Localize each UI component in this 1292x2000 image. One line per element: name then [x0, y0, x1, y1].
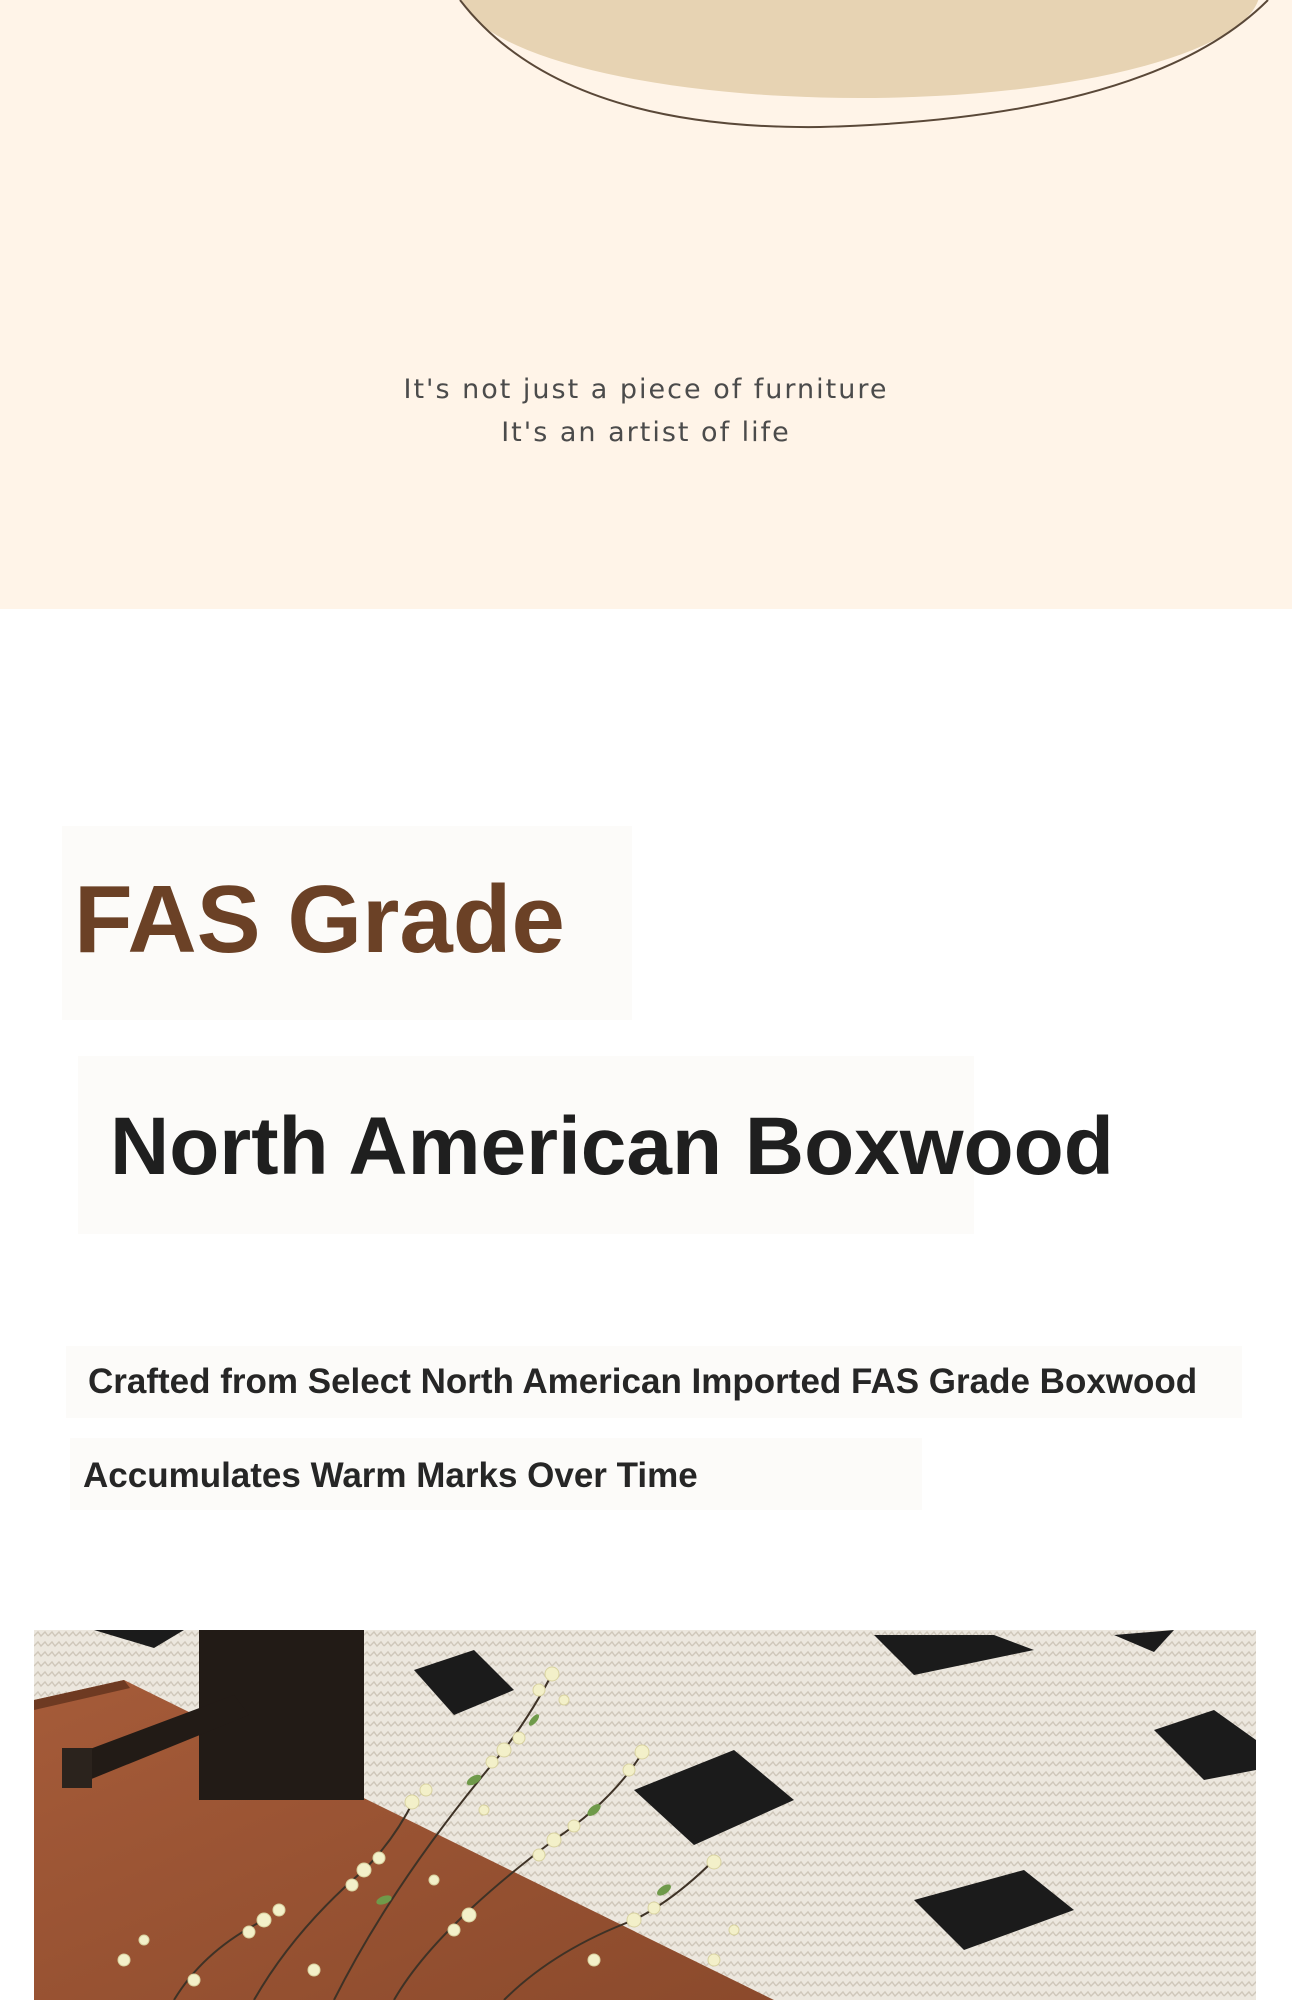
table-scene-illustration [34, 1630, 1256, 2000]
hero-banner [0, 0, 1292, 609]
material-description-line1: Crafted from Select North American Imported FAS Grade Boxwood [88, 1362, 1198, 1401]
fas-grade-title: FAS Grade [74, 866, 565, 973]
hero-tagline-line1: It's not just a piece of furniture [403, 374, 889, 405]
hero-tagline-line2: It's an artist of life [501, 417, 791, 448]
north-american-boxwood-title: North American Boxwood [110, 1101, 1114, 1192]
product-photo [34, 1630, 1256, 2000]
hero-beige-disc [460, 0, 1260, 98]
hero-decoration [0, 0, 1292, 609]
material-description-line2: Accumulates Warm Marks Over Time [83, 1456, 698, 1495]
